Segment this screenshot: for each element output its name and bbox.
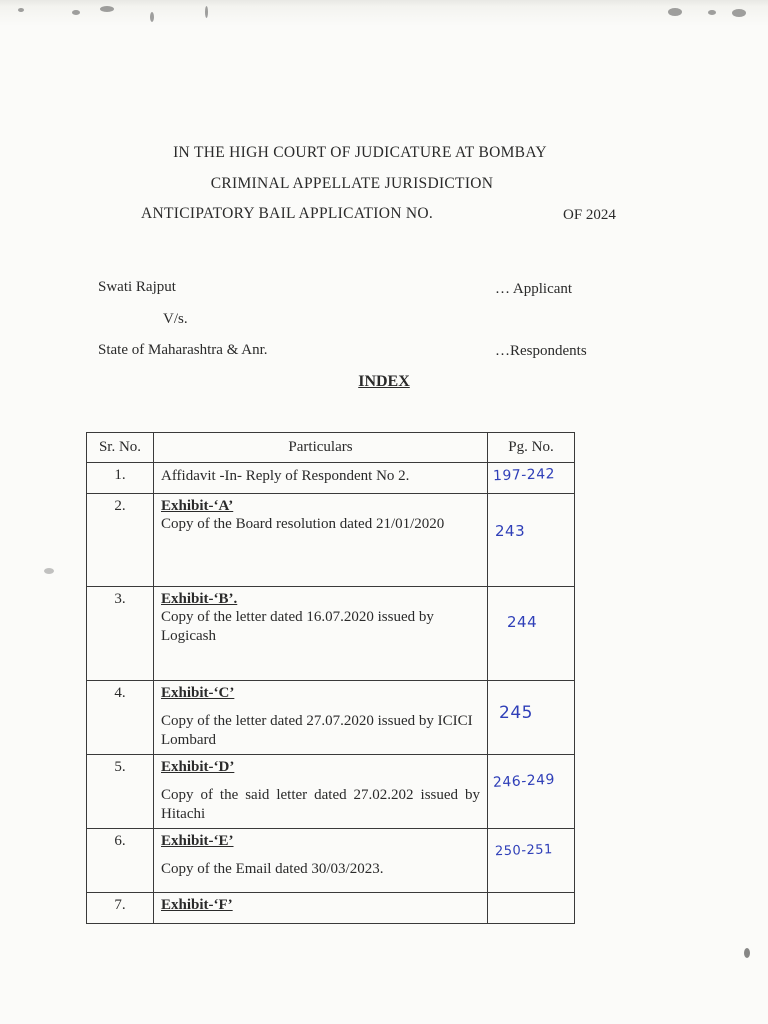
scan-speck [150, 12, 154, 22]
scan-speck [744, 948, 750, 958]
scan-speck [44, 568, 54, 574]
row-page-cell [488, 587, 575, 681]
exhibit-label: Exhibit-‘A’ [161, 498, 234, 514]
exhibit-label: Exhibit-‘C’ [161, 685, 235, 701]
row-sr-no: 3. [87, 587, 154, 681]
header-page-no: Pg. No. [488, 433, 575, 463]
table-row [87, 681, 575, 755]
handwritten-page-number: 250-251 [494, 842, 554, 860]
row-page-cell [488, 755, 575, 829]
applicant-role: … Applicant [495, 281, 573, 297]
row-particulars [154, 681, 488, 755]
row-description: Copy of the said letter dated 27.02.202 issued by Hitachi [161, 787, 480, 822]
table-row [87, 463, 575, 494]
respondent-name: State of Maharashtra & Anr. [98, 342, 268, 358]
row-description: Copy of the letter dated 16.07.2020 issued by Logicash [161, 609, 434, 644]
table-row [87, 494, 575, 587]
versus-label: V/s. [163, 311, 188, 327]
table-row [87, 587, 575, 681]
index-title: INDEX [358, 373, 410, 390]
exhibit-label: Exhibit-‘F’ [161, 897, 233, 913]
scan-edge-shadow [0, 0, 768, 26]
table-row [87, 829, 575, 893]
table-row [87, 893, 575, 924]
row-sr-no: 1. [87, 463, 154, 494]
index-table [86, 432, 575, 924]
application-year: OF 2024 [563, 207, 616, 223]
jurisdiction: CRIMINAL APPELLATE JURISDICTION [210, 175, 494, 192]
row-page-cell [488, 463, 575, 494]
row-description: Affidavit -In- Reply of Respondent No 2. [161, 468, 410, 484]
row-sr-no: 2. [87, 494, 154, 587]
row-sr-no: 5. [87, 755, 154, 829]
table-header-row [87, 433, 575, 463]
scan-speck [72, 10, 80, 15]
scan-speck [708, 10, 716, 15]
scan-speck [732, 9, 746, 17]
row-description: Copy of the letter dated 27.07.2020 issued by ICICI Lombard [161, 713, 473, 748]
row-particulars [154, 829, 488, 893]
handwritten-page-number: 246-249 [492, 771, 556, 791]
row-description: Copy of the Board resolution dated 21/01/2020 [161, 516, 445, 532]
exhibit-label: Exhibit-‘D’ [161, 759, 235, 775]
row-particulars [154, 463, 488, 494]
handwritten-page-number: 245 [499, 703, 533, 723]
header-sr-no: Sr. No. [87, 433, 154, 463]
row-particulars [154, 587, 488, 681]
scan-speck [100, 6, 114, 12]
row-page-cell [488, 829, 575, 893]
row-page-cell [488, 494, 575, 587]
row-page-cell [488, 893, 575, 924]
row-particulars [154, 893, 488, 924]
row-page-cell [488, 681, 575, 755]
row-sr-no: 4. [87, 681, 154, 755]
handwritten-page-number: 244 [507, 613, 538, 631]
applicant-name: Swati Rajput [98, 279, 176, 295]
table-row [87, 755, 575, 829]
row-sr-no: 6. [87, 829, 154, 893]
scan-speck [205, 6, 208, 18]
respondent-role: …Respondents [495, 343, 587, 359]
row-particulars [154, 755, 488, 829]
court-name: IN THE HIGH COURT OF JUDICATURE AT BOMBAY [173, 144, 547, 161]
exhibit-label: Exhibit-‘E’ [161, 833, 234, 849]
handwritten-page-number: 197-242 [492, 466, 556, 485]
row-particulars [154, 494, 488, 587]
exhibit-label: Exhibit-‘B’. [161, 591, 238, 607]
scan-speck [18, 8, 24, 12]
handwritten-page-number: 243 [495, 522, 526, 540]
scan-speck [668, 8, 682, 16]
row-sr-no: 7. [87, 893, 154, 924]
row-description: Copy of the Email dated 30/03/2023. [161, 861, 384, 877]
application-title: ANTICIPATORY BAIL APPLICATION NO. [141, 205, 434, 222]
header-particulars: Particulars [154, 433, 488, 463]
